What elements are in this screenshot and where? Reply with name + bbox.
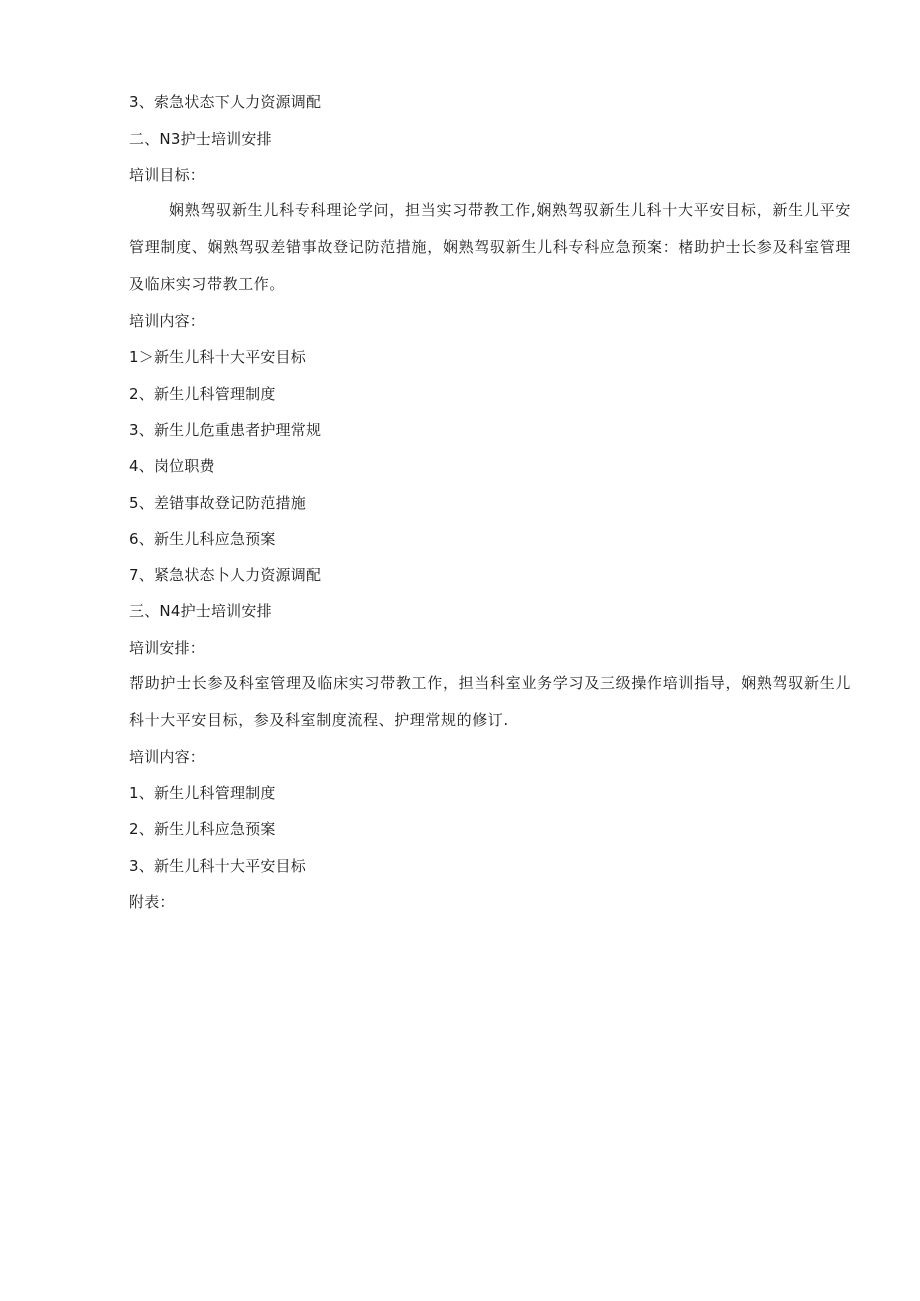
list-item: 2、新生儿科应急预案 xyxy=(129,820,276,838)
list-item: 2、新生儿科管理制度 xyxy=(129,385,276,403)
list-item: 6、新生儿科应急预案 xyxy=(129,530,276,548)
section-heading-n3: 二、N3护士培训安排 xyxy=(129,130,272,148)
list-item: 3、索急状态下人力资源调配 xyxy=(129,93,322,111)
training-goal-label: 培训目标： xyxy=(129,166,206,184)
training-content-label: 培训内容： xyxy=(129,312,206,330)
training-goal-paragraph: 娴熟驾驭新生儿科专科理论学问，担当实习带教工作,娴熟驾驭新生儿科十大平安目标，新生儿平安管理制度、娴熟驾驭差错事故登记防范措施，娴熟驾驭新生儿科专科应急预案：楮助护士长参及科室管理及临床实习带教工作。 xyxy=(129,201,851,293)
training-content-label: 培训内容： xyxy=(129,748,206,766)
list-item: 3、新生儿科十大平安目标 xyxy=(129,857,306,875)
list-item: 5、差错事故登记防范措施 xyxy=(129,494,306,512)
list-item: 1＞新生儿科十大平安目标 xyxy=(129,348,306,366)
list-item: 1、新生儿科管理制度 xyxy=(129,784,276,802)
training-arrangement-label: 培训安排： xyxy=(129,639,206,657)
training-arrangement-paragraph: 帮助护士长参及科室管理及临床实习带教工作，担当科室业务学习及三级操作培训指导，娴熟驾驭新生儿科十大平安目标，参及科室制度流程、护理常规的修订. xyxy=(129,674,851,729)
list-item: 3、新生儿危重患者护理常规 xyxy=(129,421,322,439)
section-heading-n4: 三、N4护士培训安排 xyxy=(129,602,272,620)
appendix-label: 附表： xyxy=(129,893,175,911)
list-item: 4、岗位职费 xyxy=(129,457,215,475)
list-item: 7、紧急状态卜人力资源调配 xyxy=(129,566,322,584)
